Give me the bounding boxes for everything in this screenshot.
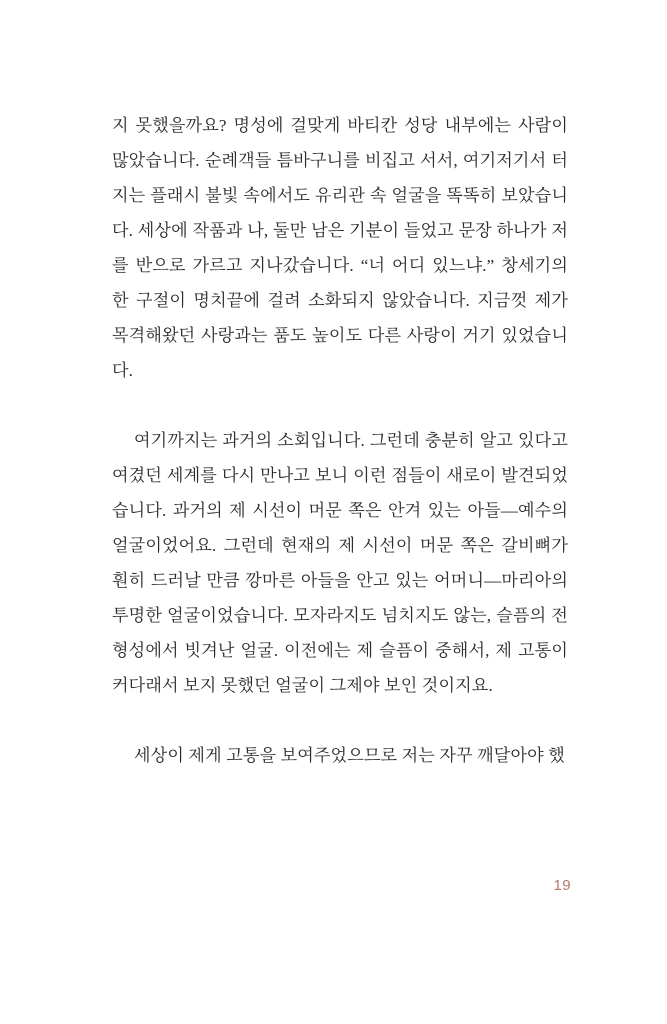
paragraph-3: 세상이 제게 고통을 보여주었으므로 저는 자꾸 깨달아야 했	[134, 746, 565, 765]
page-number: 19	[553, 877, 571, 894]
body-text-column	[112, 108, 568, 773]
paragraph-1: 지 못했을까요? 명성에 걸맞게 바티칸 성당 내부에는 사람이 많았습니다. 순례객들 틈바구니를 비집고 서서, 여기저기서 터지는 플래시 불빛 속에서도 유리관 속 얼굴을 똑똑히 보았습니다. 세상에 작품과 나, 둘만 남은 기분이 들었고 문장 하나가 저를 반으로 가르고 지나갔습니다. “너 어디 있느냐.” 창세기의 한 구절이 명치끝에 걸려 소화되지 않았습니다. 지금껏 제가 목격해왔던 사랑과는 품도 높이도 다른 사랑이 거기 있었습니다.	[112, 116, 568, 380]
paragraph-2: 여기까지는 과거의 소회입니다. 그런데 충분히 알고 있다고 여겼던 세계를 다시 만나고 보니 이런 점들이 새로이 발견되었습니다. 과거의 제 시선이 머문 쪽은 안겨 있는 아들—예수의 얼굴이었어요. 그런데 현재의 제 시선이 머문 쪽은 갈비뼈가 훤히 드러날 만큼 깡마른 아들을 안고 있는 어머니—마리아의 투명한 얼굴이었습니다. 모자라지도 넘치지도 않는, 슬픔의 전형성에서 빗겨난 얼굴. 이전에는 제 슬픔이 중해서, 제 고통이 커다래서 보지 못했던 얼굴이 그제야 보인 것이지요.	[112, 431, 568, 695]
